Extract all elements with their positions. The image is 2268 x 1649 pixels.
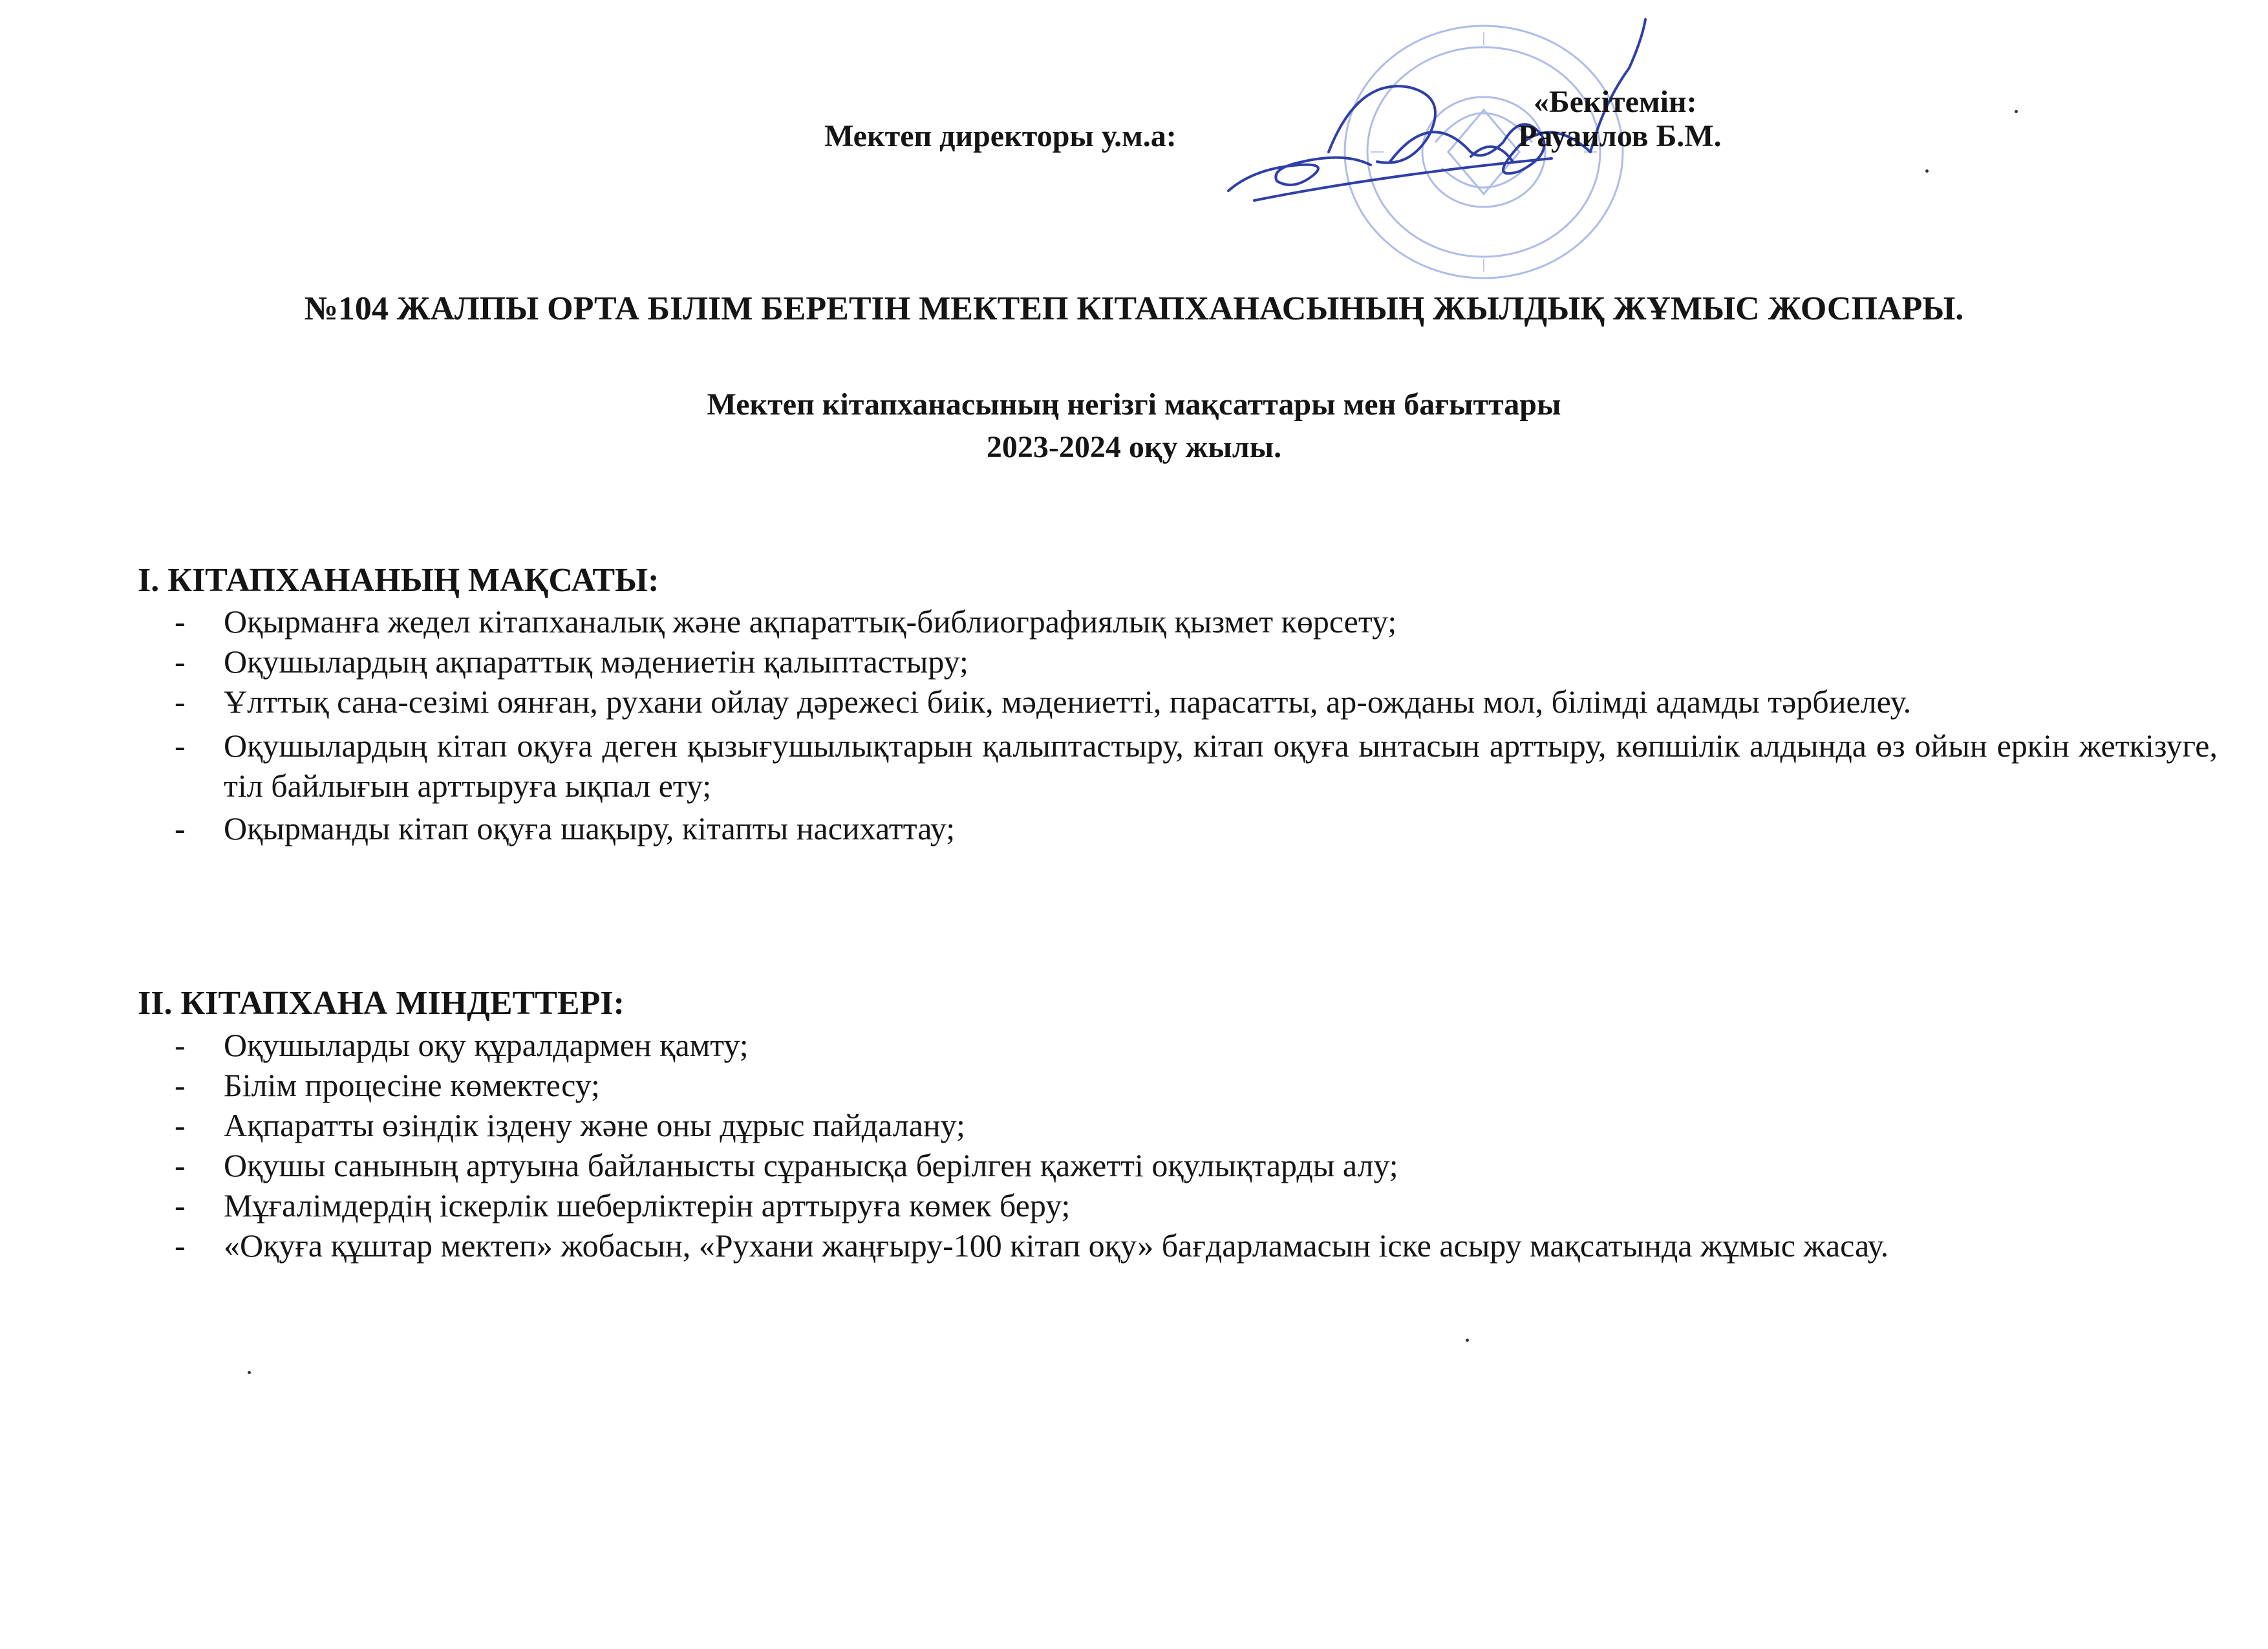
list-item: [175, 1105, 2218, 1145]
list-item-text: Білім процесіне көмектесу;: [224, 1067, 600, 1103]
goals-list: [175, 601, 2218, 848]
list-marker: -: [175, 1107, 186, 1143]
document-title: №104 ЖАЛПЫ ОРТА БІЛІМ БЕРЕТІН МЕКТЕП КІТАПХАНАСЫНЫҢ ЖЫЛДЫҚ ЖҰМЫС ЖОСПАРЫ.: [304, 290, 1964, 327]
list-item: [175, 1065, 2218, 1105]
scan-speck: [1466, 1339, 1469, 1342]
section-tasks-heading: ІІ. КІТАПХАНА МІНДЕТТЕРІ:: [138, 985, 625, 1022]
list-marker: -: [175, 1027, 186, 1063]
list-item: [175, 808, 2218, 848]
list-item: [175, 726, 2218, 806]
list-marker: -: [175, 1187, 186, 1223]
list-item: [175, 682, 2163, 722]
list-item-text: Оқушылардың ақпараттық мәдениетін қалыптастыру;: [224, 643, 968, 680]
list-item-text: Оқушы санының артуына байланысты сұранысқа берілген қажетті оқулықтарды алу;: [224, 1147, 1398, 1183]
document-subtitle: Мектеп кітапханасының негізгі мақсаттары мен бағыттары: [707, 387, 1561, 422]
tasks-list: [175, 1025, 2218, 1266]
list-item: [175, 641, 2218, 682]
list-item-text: Мұғалімдердің іскерлік шеберліктерін арттыруға көмек беру;: [224, 1187, 1071, 1223]
list-item-text: Оқушылардың кітап оқуға деген қызығушылықтарын қалыптастыру, кітап оқуға ынтасын арттыру, көпшілік алдында өз ойын еркін жеткізуге, тіл байлығын арттыруға ықпал ету;: [224, 727, 2218, 804]
scan-speck: [2015, 110, 2018, 113]
list-marker: -: [175, 1227, 186, 1264]
scan-speck: [248, 1371, 251, 1374]
list-item: [175, 1025, 2218, 1065]
list-marker: -: [175, 684, 186, 720]
academic-year: 2023-2024 оқу жылы.: [986, 430, 1282, 464]
list-item: [175, 601, 2218, 641]
list-marker: -: [175, 603, 186, 640]
list-marker: -: [175, 643, 186, 680]
list-item: [175, 1225, 2163, 1266]
list-item-text: Ұлттық сана-сезімі оянған, рухани ойлау дәрежесі биік, мәдениетті, парасатты, ар-ожданы мол, білімді адамды тәрбиелеу.: [224, 684, 1912, 720]
scan-speck: [1925, 169, 1929, 173]
list-marker: -: [175, 727, 186, 764]
director-label: Мектеп директоры у.м.а:: [824, 119, 1177, 153]
list-marker: -: [175, 1147, 186, 1183]
list-marker: -: [175, 1067, 186, 1103]
list-marker: -: [175, 810, 186, 846]
director-name: Рауаилов Б.М.: [1518, 119, 1722, 153]
approval-word: «Бекітемін:: [1534, 85, 1697, 119]
list-item-text: Оқырманға жедел кітапханалық және ақпараттық-библиографиялық қызмет көрсету;: [224, 603, 1397, 640]
list-item-text: Ақпаратты өзіндік іздену және оны дұрыс пайдалану;: [224, 1107, 965, 1143]
section-goals-heading: І. КІТАПХАНАНЫҢ МАҚСАТЫ:: [138, 562, 659, 599]
list-item-text: «Оқуға құштар мектеп» жобасын, «Рухани жаңғыру-100 кітап оқу» бағдарламасын іске асыру мақсатында жұмыс жасау.: [224, 1227, 1889, 1264]
list-item: [175, 1145, 2218, 1185]
list-item: [175, 1185, 2218, 1225]
list-item-text: Оқушыларды оқу құралдармен қамту;: [224, 1027, 749, 1063]
list-item-text: Оқырманды кітап оқуға шақыру, кітапты насихаттау;: [224, 810, 956, 846]
